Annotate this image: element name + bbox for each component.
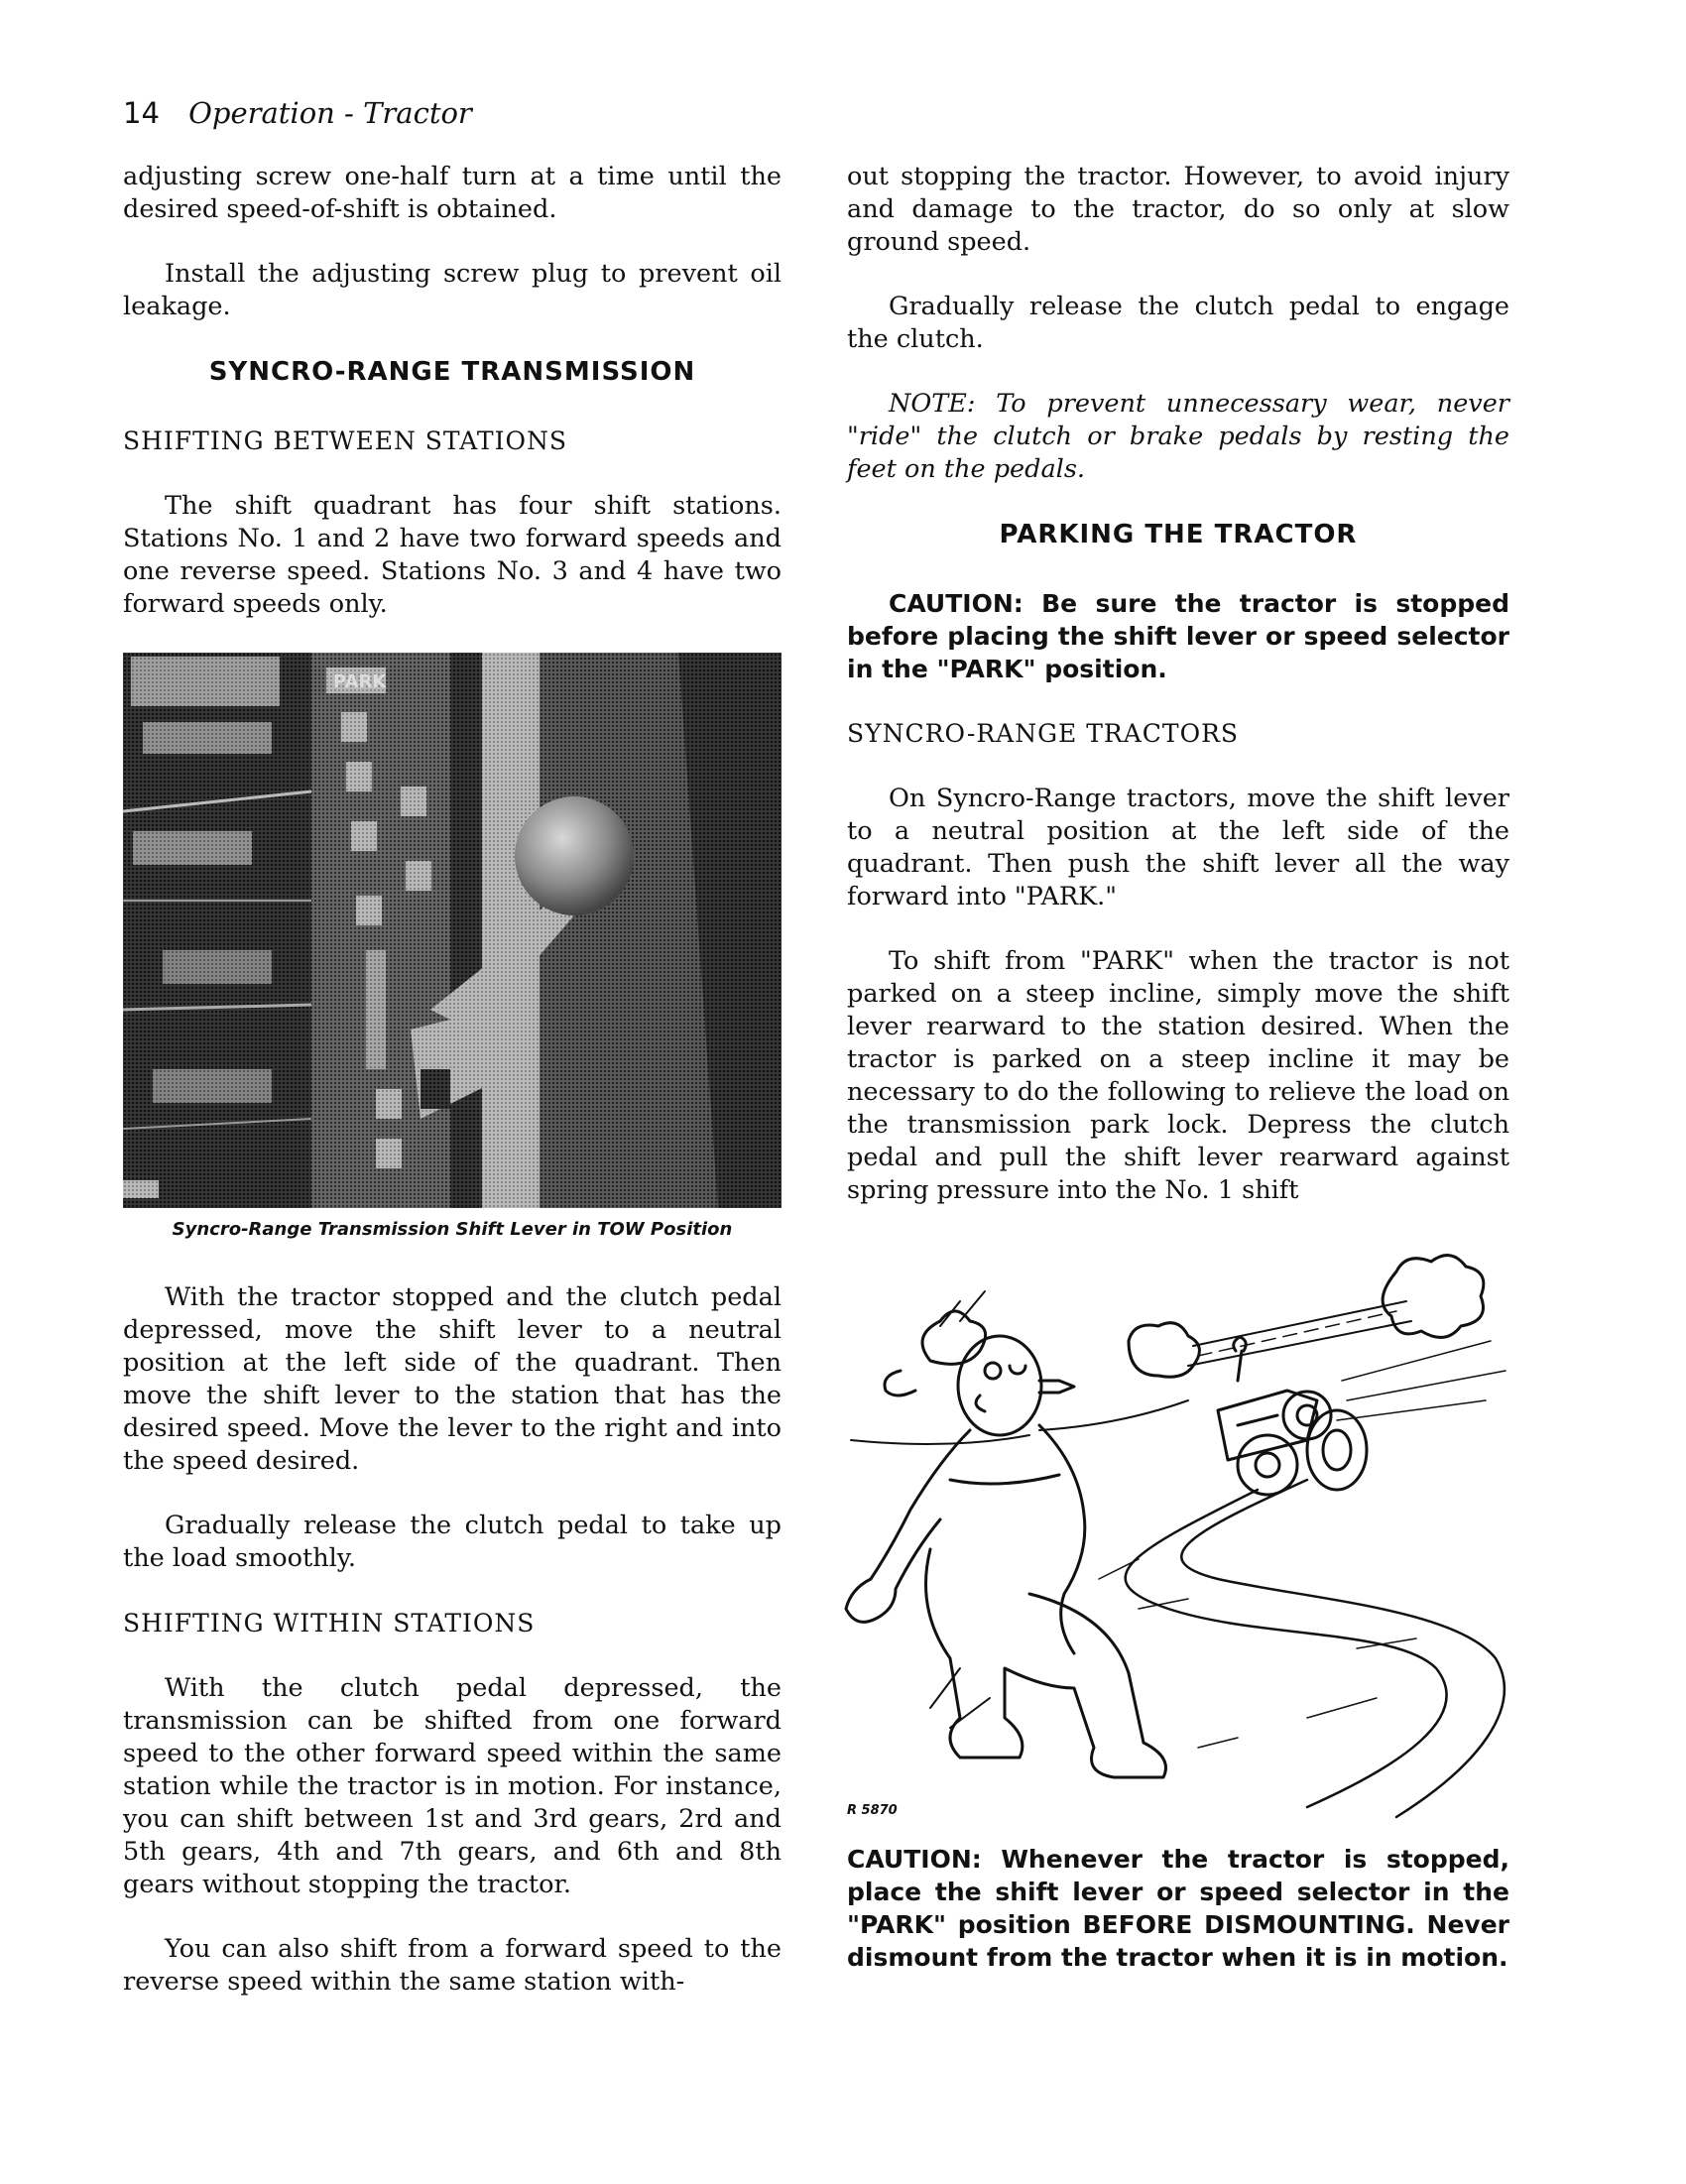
page-header	[123, 95, 472, 131]
paragraph: Install the adjusting screw plug to prevent oil leakage.	[123, 259, 782, 321]
runaway-tractor-cartoon	[841, 1252, 1515, 1829]
quadrant-label-park: PARK	[333, 671, 387, 692]
subheading-syncro-range-tractors: SYNCRO-RANGE TRACTORS	[847, 719, 1240, 748]
cartoon-reference-id: R 5870	[847, 1803, 898, 1818]
paragraph: Gradually release the clutch pedal to take up the load smoothly.	[123, 1511, 782, 1573]
paragraph: To shift from "PARK" when the tractor is not parked on a steep incline, simply move the shift lever rearward to the station desired. When the tractor is parked on a steep incline it may be necessary to do the following to relieve the load on the transmission park lock. Depress the clutch pedal and pull the shift lever rearward against spring pressure into the No. 1 shift	[847, 946, 1509, 1205]
paragraph: The shift quadrant has four shift stations. Stations No. 1 and 2 have two forward speeds and one reverse speed. Stations No. 3 and 4 have two forward speeds only.	[123, 491, 782, 619]
paragraph: adjusting screw one-half turn at a time until the desired speed-of-shift is obtained.	[123, 162, 782, 224]
page-number: 14	[123, 96, 160, 130]
right-column	[847, 161, 1509, 1239]
page-title: Operation - Tractor	[188, 96, 472, 130]
paragraph: With the clutch pedal depressed, the transmission can be shifted from one forward speed to the other forward speed within the same station while the tractor is in motion. For instance, you can shift between 1st and 3rd gears, 2rd and 5th gears, 4th and 7th gears, and 6th and 8th gears without stopping the tractor.	[123, 1673, 782, 1899]
note-paragraph: NOTE: To prevent unnecessary wear, never "ride" the clutch or brake pedals by resting the feet on the pedals.	[847, 389, 1509, 484]
paragraph: out stopping the tractor. However, to avoid injury and damage to the tractor, do so only at slow ground speed.	[847, 162, 1509, 257]
caution-park: CAUTION: Be sure the tractor is stopped before placing the shift lever or speed selector in the "PARK" position.	[847, 589, 1509, 683]
subheading-shifting-between-stations: SHIFTING BETWEEN STATIONS	[123, 426, 567, 455]
caution-dismount: CAUTION: Whenever the tractor is stopped, place the shift lever or speed selector in the "PARK" position BEFORE DISMOUNTING. Never dismount from the tractor when it is in motion.	[847, 1845, 1509, 1972]
paragraph: On Syncro-Range tractors, move the shift lever to a neutral position at the left side of the quadrant. Then push the shift lever all the way forward into "PARK."	[847, 784, 1509, 911]
figure-caption: Syncro-Range Transmission Shift Lever in TOW Position	[172, 1219, 733, 1240]
section-heading-syncro-range: SYNCRO-RANGE TRANSMISSION	[208, 357, 696, 387]
shift-quadrant-photo	[123, 653, 782, 1208]
left-column	[123, 161, 782, 2030]
paragraph: You can also shift from a forward speed to the reverse speed within the same station with-	[123, 1934, 782, 1997]
subheading-shifting-within-stations: SHIFTING WITHIN STATIONS	[123, 1609, 536, 1638]
paragraph: Gradually release the clutch pedal to engage the clutch.	[847, 292, 1509, 354]
section-heading-parking: PARKING THE TRACTOR	[999, 520, 1358, 549]
paragraph: With the tractor stopped and the clutch pedal depressed, move the shift lever to a neutral position at the left side of the quadrant. Then move the shift lever to the station that has the desired speed. Move the lever to the right and into the speed desired.	[123, 1282, 782, 1476]
